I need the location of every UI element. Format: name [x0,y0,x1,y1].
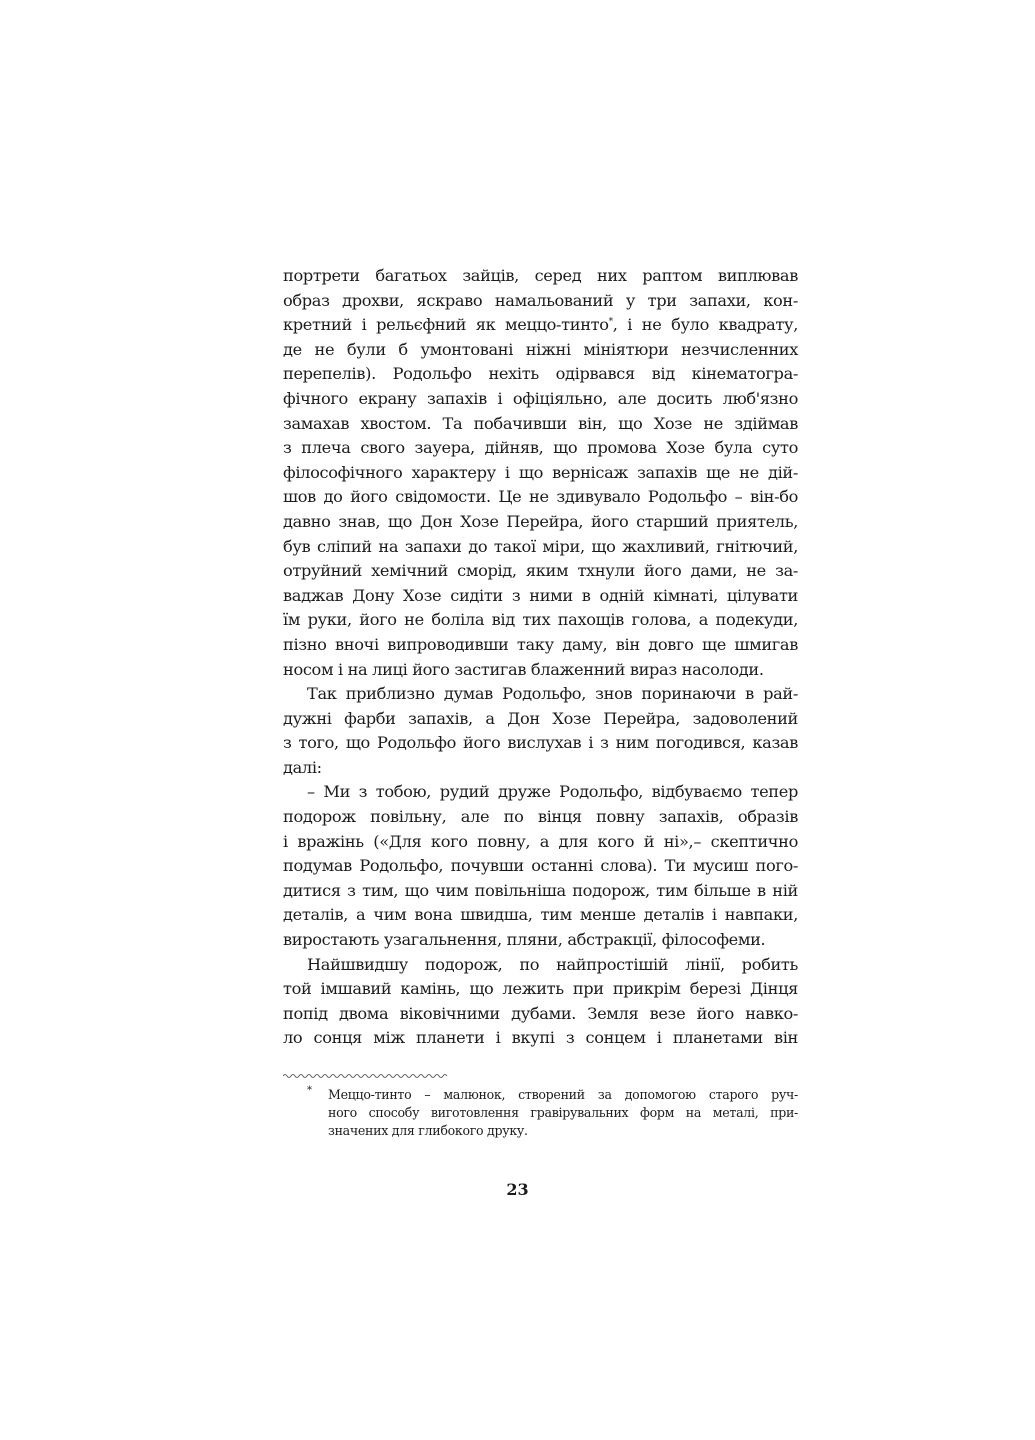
text-line: отруйний хемічний сморід, яким тхнули його дами, не за- [283,561,798,581]
text-line: давно знав, що Дон Хозе Перейра, його старший приятель, [283,511,798,531]
text-line: і вражінь («Для кого повну, а для кого й ні»,– скептично [283,831,798,851]
footnote-mark: * [307,1085,312,1096]
text-line: пізно вночі випроводивши таку даму, він довго ще шмигав [283,634,798,654]
text-line: подорож повільну, але по вінця повну запахів, образів [283,807,798,827]
text-line: деталів, а чим вона швидша, тим менше деталів і навпаки, [283,905,798,925]
text-line: був сліпий на запахи до такої міри, що жахливий, гнітючий, [283,536,798,556]
text-line: – Ми з тобою, рудий друже Родольфо, відбуваємо тепер [307,782,798,802]
page-number: 23 [506,1180,529,1199]
text-line: портрети багатьох зайців, серед них раптом виплював [283,266,798,285]
text-line: де не були б умонтовані ніжні мініятюри незчисленних [283,339,798,359]
text-line: виростають узагальнення, пляни, абстракції, філософеми. [283,930,766,950]
text-line: філософічного характеру і що вернісаж запахів ще не дій- [283,462,798,482]
text-line: дитися з тим, що чим повільніша подорож, тим більше в ній [283,880,798,900]
text-line: замахав хвостом. Та побачивши він, що Хозе не здіймав [283,413,798,433]
text-line: їм руки, його не боліла від тих пахощів голова, а подекуди, [283,610,798,630]
text-line: з того, що Родольфо його вислухав і з ним погодився, казав [283,733,798,753]
text-line: Так приблизно думав Родольфо, знов поринаючи в рай- [307,684,798,704]
text-line: шов до його свідомости. Це не здивувало Родольфо – він-бо [283,487,798,507]
footnote-ref: * [608,317,613,328]
text-line: з плеча свого зауера, дійняв, що промова Хозе була суто [283,438,798,458]
text-line: ваджав Дону Хозе сидіти з ними в одній кімнаті, цілувати [283,585,798,605]
text-line: носом і на лиці його застигав блаженний вираз насолоди. [283,659,764,679]
footnote [283,1086,798,1140]
text-line: далі: [283,757,322,777]
footnote-line: Меццо-тинто – малюнок, створений за допомогою старого руч- [328,1087,798,1102]
text-line: ло сонця між планети і вкупі з сонцем і планетами він [283,1028,798,1048]
text-line: той імшавий камінь, що лежить при прикрім березі Дінця [283,979,798,999]
text-line: дужні фарби запахів, а Дон Хозе Перейра, задоволений [283,708,798,728]
text-line: подумав Родольфо, почувши останні слова). Ти мусиш пого- [283,856,798,876]
text-line: образ дрохви, яскраво намальований у три запахи, кон- [283,290,798,310]
main-text [283,264,798,1051]
footnote-line: ного способу виготовлення гравірувальних форм на металі, при- [328,1105,798,1120]
text-line: кретний і рельєфний як меццо-тинто*, і не було квадрату, [283,315,798,335]
text-line: перепелів). Родольфо нехіть одірвався від кінематогра- [283,364,798,384]
text-line: фічного екрану запахів і офіціяльно, але досить люб'язно [283,388,798,408]
text-line: Найшвидшу подорож, по найпростішій лінії, робить [307,954,798,974]
footnote-wavy-rule [283,1073,448,1079]
footnote-line: значених для глибокого друку. [328,1123,528,1138]
text-line: попід двома віковічними дубами. Земля везе його навко- [283,1003,798,1023]
